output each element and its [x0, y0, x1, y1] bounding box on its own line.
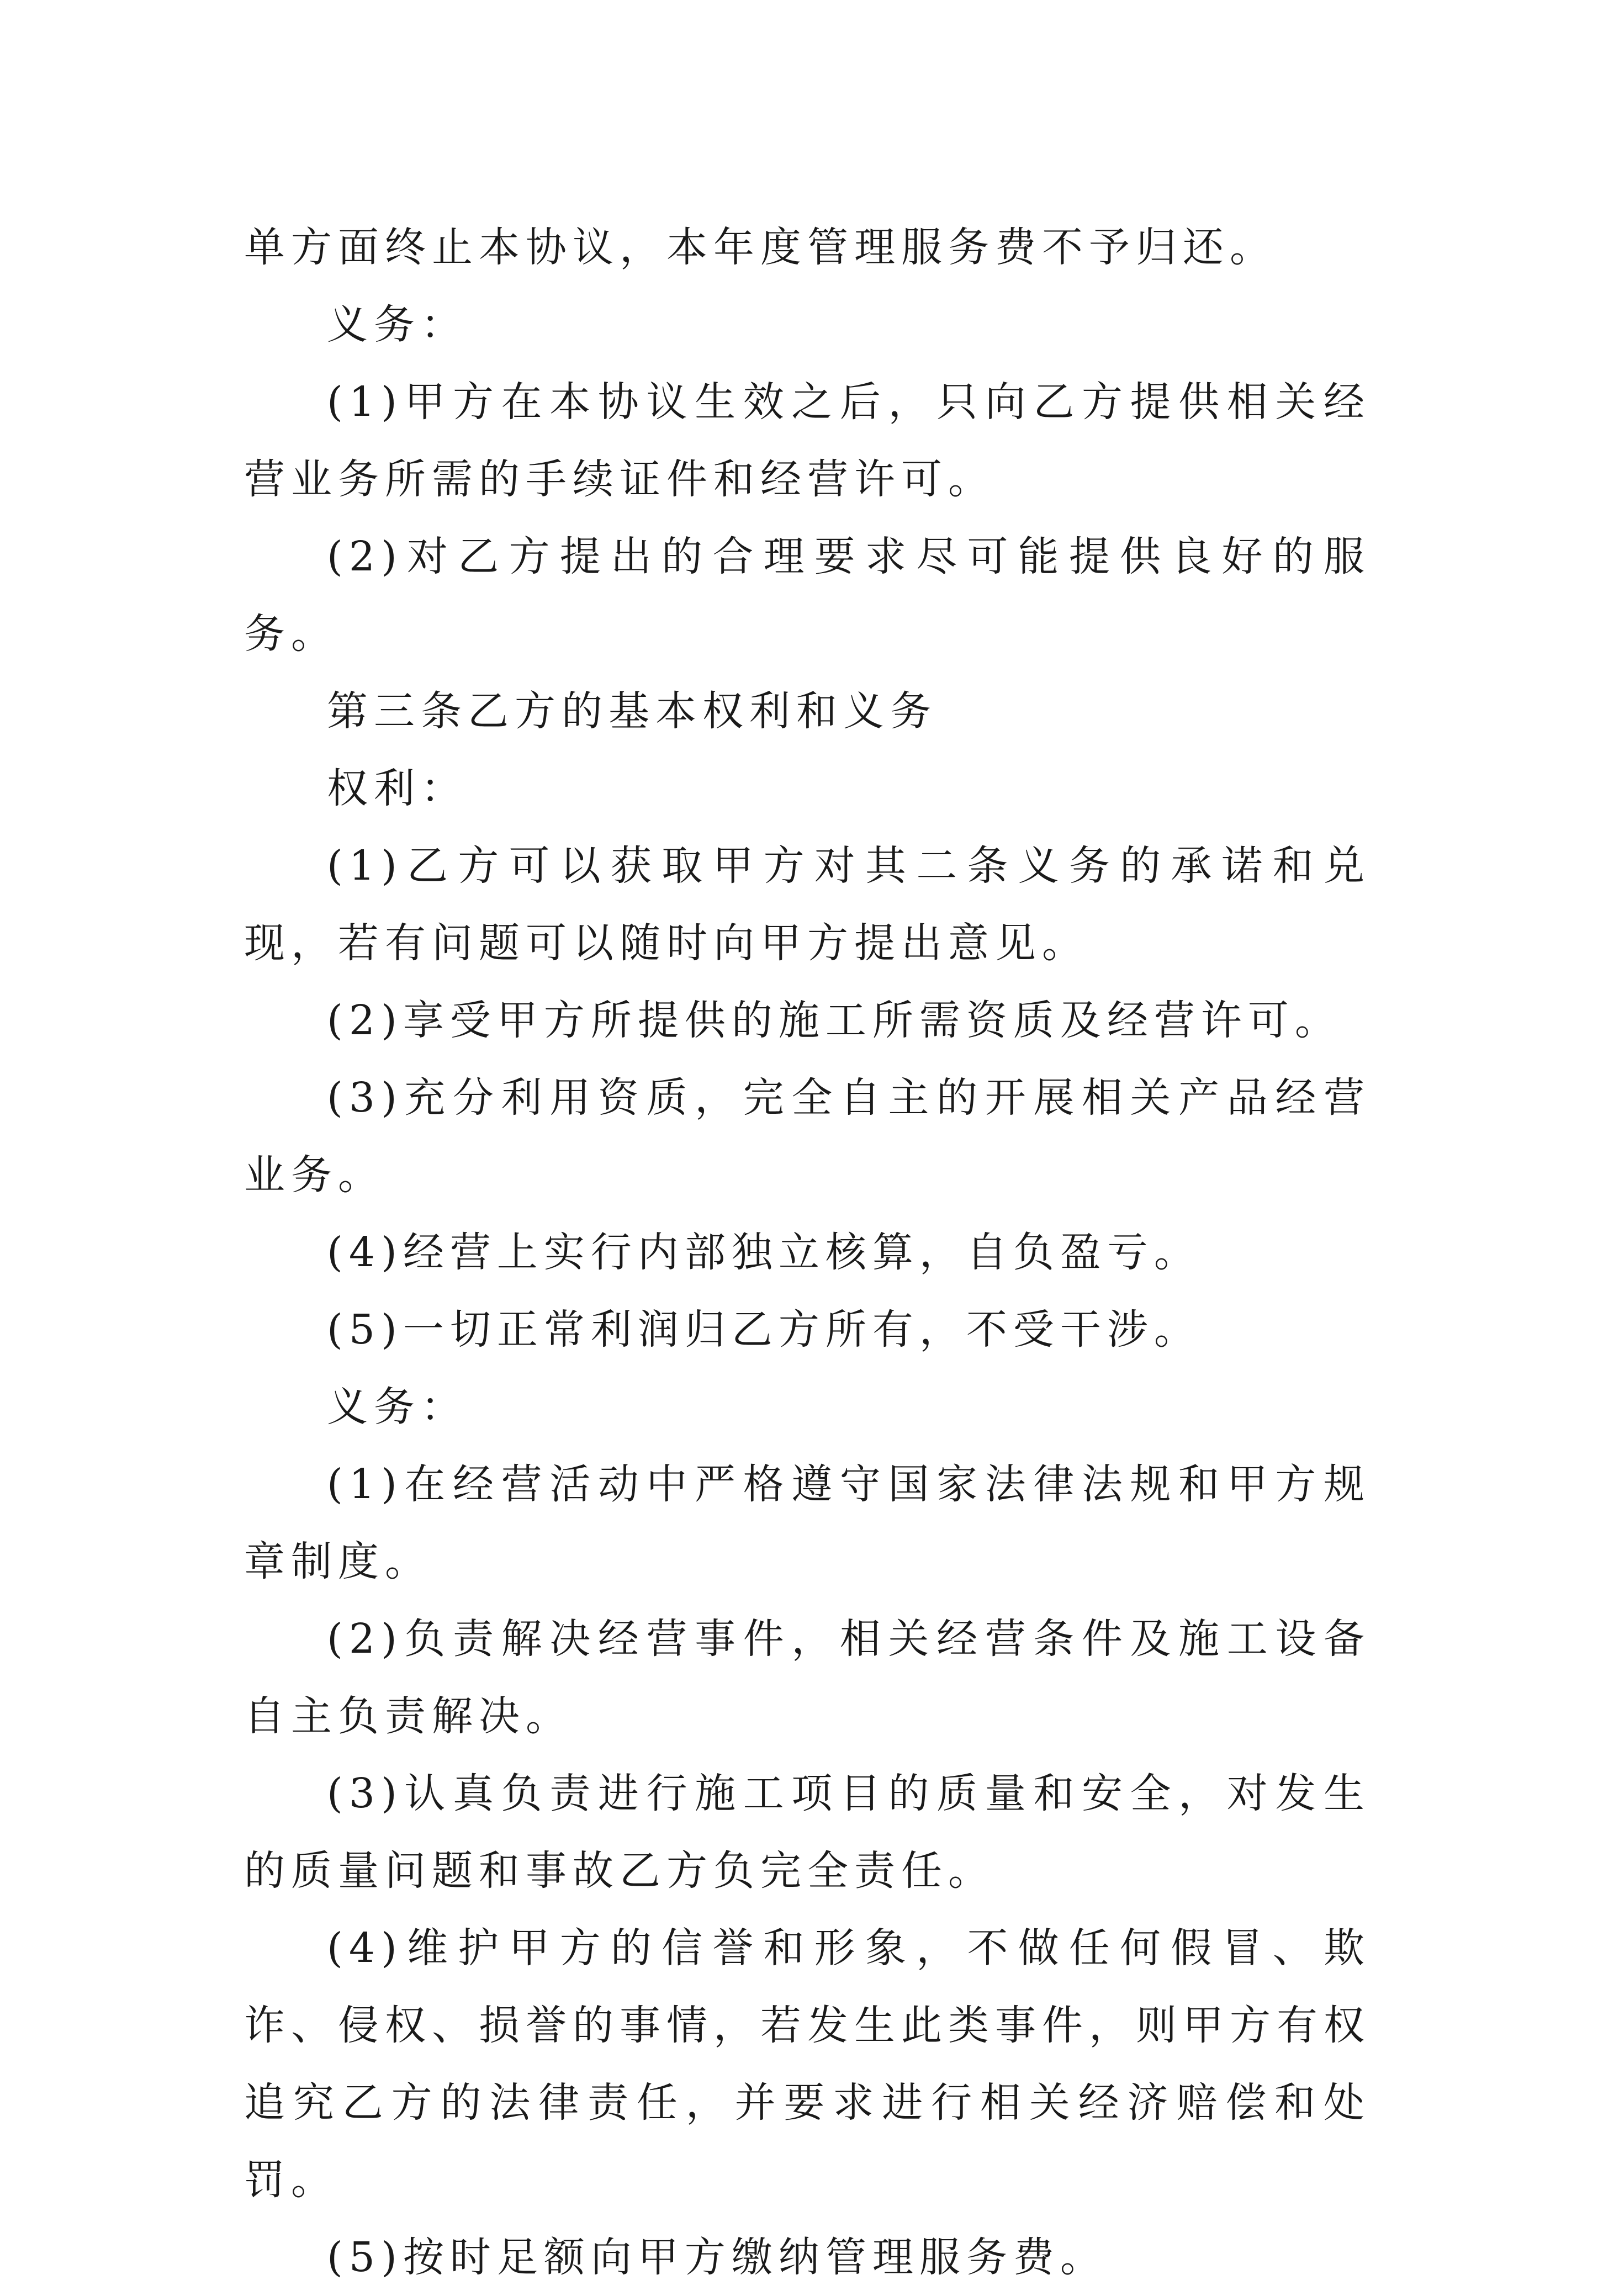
paragraph-obligations-heading-2: 义务：: [327, 1383, 468, 1431]
paragraph-party-b-obligation-5: (5)按时足额向甲方缴纳管理服务费。: [327, 2234, 1107, 2281]
section-heading-article-3: 第三条乙方的基本权利和义务: [327, 687, 937, 735]
paragraph-obligations-heading: 义务：: [327, 301, 468, 348]
paragraph-party-b-right-2: (2)享受甲方所提供的施工所需资质及经营许可。: [327, 997, 1342, 1044]
paragraph-party-b-right-3: (3)充分利用资质，完全自主的开展相关产品经营业务。: [244, 1074, 1371, 1199]
paragraph-party-b-obligation-3: (3)认真负责进行施工项目的质量和安全，对发生的质量问题和事故乙方负完全责任。: [244, 1770, 1371, 1895]
paragraph-party-b-right-5: (5)一切正常利润归乙方所有，不受干涉。: [327, 1306, 1201, 1353]
paragraph-party-b-obligation-1: (1)在经营活动中严格遵守国家法律法规和甲方规章制度。: [244, 1461, 1371, 1585]
paragraph-party-b-right-1: (1)乙方可以获取甲方对其二条义务的承诺和兑现，若有问题可以随时向甲方提出意见。: [244, 842, 1371, 967]
document-body: [244, 209, 1371, 2296]
paragraph-party-a-obligation-2: (2)对乙方提出的合理要求尽可能提供良好的服务。: [244, 533, 1371, 658]
paragraph-party-b-obligation-2: (2)负责解决经营事件，相关经营条件及施工设备自主负责解决。: [244, 1615, 1371, 1740]
paragraph-rights-heading: 权利：: [327, 765, 468, 812]
paragraph-party-a-obligation-1: (1)甲方在本协议生效之后，只向乙方提供相关经营业务所需的手续证件和经营许可。: [244, 378, 1371, 503]
paragraph-party-b-right-4: (4)经营上实行内部独立核算，自负盈亏。: [327, 1229, 1201, 1276]
paragraph-continuation: 单方面终止本协议，本年度管理服务费不予归还。: [244, 224, 1277, 271]
paragraph-party-b-obligation-4: (4)维护甲方的信誉和形象，不做任何假冒、欺诈、侵权、损誉的事情，若发生此类事件，则甲方有权追究乙方的法律责任，并要求进行相关经济赔偿和处罚。: [244, 1924, 1371, 2204]
